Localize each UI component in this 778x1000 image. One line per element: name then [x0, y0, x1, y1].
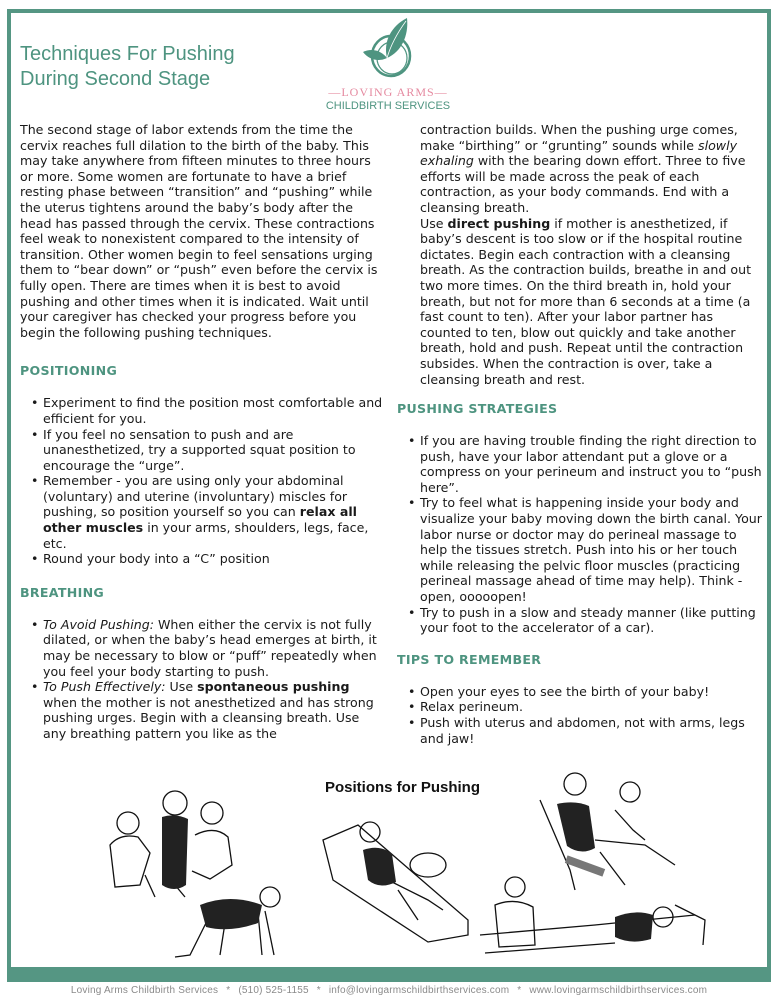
footer-separator: * — [316, 985, 321, 996]
footer-phone: (510) 525-1155 — [238, 985, 309, 996]
list-item-text: Use — [165, 679, 198, 695]
positioning-heading: POSITIONING — [20, 363, 118, 379]
avoid-pushing-label: To Avoid Pushing: — [43, 616, 154, 632]
direct-pushing-paragraph — [397, 216, 762, 388]
paragraph-text: Use — [420, 215, 448, 231]
tips-heading: TIPS TO REMEMBER — [397, 651, 542, 667]
list-item: • Round your body into a “C” position — [20, 551, 386, 567]
paragraph-text: if mother is anesthetized, if baby’s descent is too slow or if the hospital routine dictates. Begin each contraction with a cleansing breath. As the contraction builds, breathe in and out two more times. On the third breath in, hold your breath, but not for more than 6 seconds at a time (a fast count to ten). After your labor partner has counted to ten, blow out quickly and take another breath, hold and push. Repeat until the contraction subsides. When the contraction is over, take a cleansing breath and rest. — [420, 215, 752, 387]
right-column — [397, 122, 762, 746]
slowly-exhaling-italic: slowly exhaling — [420, 137, 738, 169]
positioning-list — [20, 395, 386, 567]
strategies-list — [397, 433, 762, 636]
intro-paragraph: The second stage of labor extends from the time the cervix reaches full dilation to the birth of the baby. This may take anywhere from fifteen minutes to three hours or more. Some women are fortunate to have a brief resting phase between “transition” and “pushing” while the uterus tightens around the baby’s body after the head has passed through the cervix. These contractions feel weak to nonexistent compared to the intensity of transition. Other women begin to feel sensations urging them to “bear down” or “push” even before the cervix is fully open. There are times when it is best to avoid pushing and other times when it is indicated. Wait until your caregiver has checked your progress before you begin the following pushing techniques. — [20, 122, 378, 340]
list-item-avoid-pushing — [20, 617, 386, 679]
spontaneous-pushing-bold: spontaneous pushing — [197, 679, 350, 695]
footer-email[interactable]: info@lovingarmschildbirthservices.com — [328, 985, 510, 996]
breathing-heading: BREATHING — [20, 584, 105, 600]
paragraph-text: contraction builds. When the pushing urge comes, make “birthing” or “grunting” sounds while — [420, 122, 738, 153]
list-item-push-effectively — [20, 679, 386, 741]
list-item: • Try to feel what is happening inside your body and visualize your baby moving down the birth canal. Your labor nurse or doctor may do perineal massage to help the tissues stretch. Push into his or her touch while releasing the pelvic floor muscles (practicing perineal massage ahead of time may help). Think - open, ooooopen! — [397, 495, 762, 604]
list-item-bold: relax all other muscles — [43, 504, 357, 536]
positions-illustrations — [90, 765, 710, 961]
paragraph-text: with the bearing down effort. Three to five efforts will be made across the peak of each contraction, as your body commands. End with a cleansing breath. — [420, 153, 746, 215]
footer-separator: * — [226, 985, 231, 996]
side-lying-assisted-illustration — [475, 865, 710, 960]
footer-website[interactable]: www.lovingarmschildbirthservices.com — [529, 985, 708, 996]
breathing-continued-paragraph — [397, 122, 762, 216]
list-item: • Experiment to find the position most comfortable and efficient for you. — [20, 395, 386, 426]
footer-company: Loving Arms Childbirth Services — [70, 985, 219, 996]
list-item-text: Remember - you are using only your abdominal (voluntary) and uterine (involuntary) miscles for pushing, so position yourself so you can — [43, 473, 348, 520]
title-line-1: Techniques For Pushing — [20, 43, 235, 65]
footer-separator: * — [517, 985, 522, 996]
list-item: • If you feel no sensation to push and are unanesthetized, try a supported squat position to encourage the “urge”. — [20, 427, 386, 474]
left-column — [20, 122, 386, 742]
positions-title: Positions for Pushing — [325, 779, 481, 796]
page-title — [20, 42, 235, 92]
direct-pushing-bold: direct pushing — [447, 215, 551, 231]
tips-list — [397, 684, 762, 746]
list-item-text: when the mother is not anesthetized and has strong pushing urges. Begin with a cleansing breath. Use any breathing pattern you like as the — [43, 694, 374, 741]
list-item — [20, 473, 386, 551]
list-item-text: in your arms, shoulders, legs, face, etc. — [43, 520, 369, 551]
footer — [0, 985, 778, 996]
list-item: • If you are having trouble finding the right direction to push, have your labor attendant put a glove or a compress on your perineum and instruct you to “push here”. — [397, 433, 762, 495]
logo-brand-line-1: —LOVING ARMS— — [328, 85, 448, 99]
breathing-list — [20, 617, 386, 742]
push-effectively-label: To Push Effectively: — [43, 679, 166, 695]
list-item: • Try to push in a slow and steady manner (like putting your foot to the accelerator of a car). — [397, 605, 762, 636]
pushing-strategies-heading: PUSHING STRATEGIES — [397, 401, 558, 417]
leaf-circle-logo-icon — [353, 14, 423, 84]
title-line-2: During Second Stage — [20, 68, 211, 90]
list-item: • Relax perineum. — [397, 699, 762, 715]
logo — [318, 14, 458, 118]
list-item: • Push with uterus and abdomen, not with arms, legs and jaw! — [397, 715, 762, 746]
list-item: • Open your eyes to see the birth of your baby! — [397, 684, 762, 700]
semi-reclining-illustration — [318, 810, 478, 945]
logo-brand-line-2: CHILDBIRTH SERVICES — [325, 100, 451, 112]
avoid-pushing-text: When either the cervix is not fully dilated, or when the baby’s head emerges at birth, it may be necessary to blow or “puff” repeatedly when you feel your body starting to push. — [43, 616, 377, 679]
hands-and-knees-illustration — [170, 875, 290, 960]
